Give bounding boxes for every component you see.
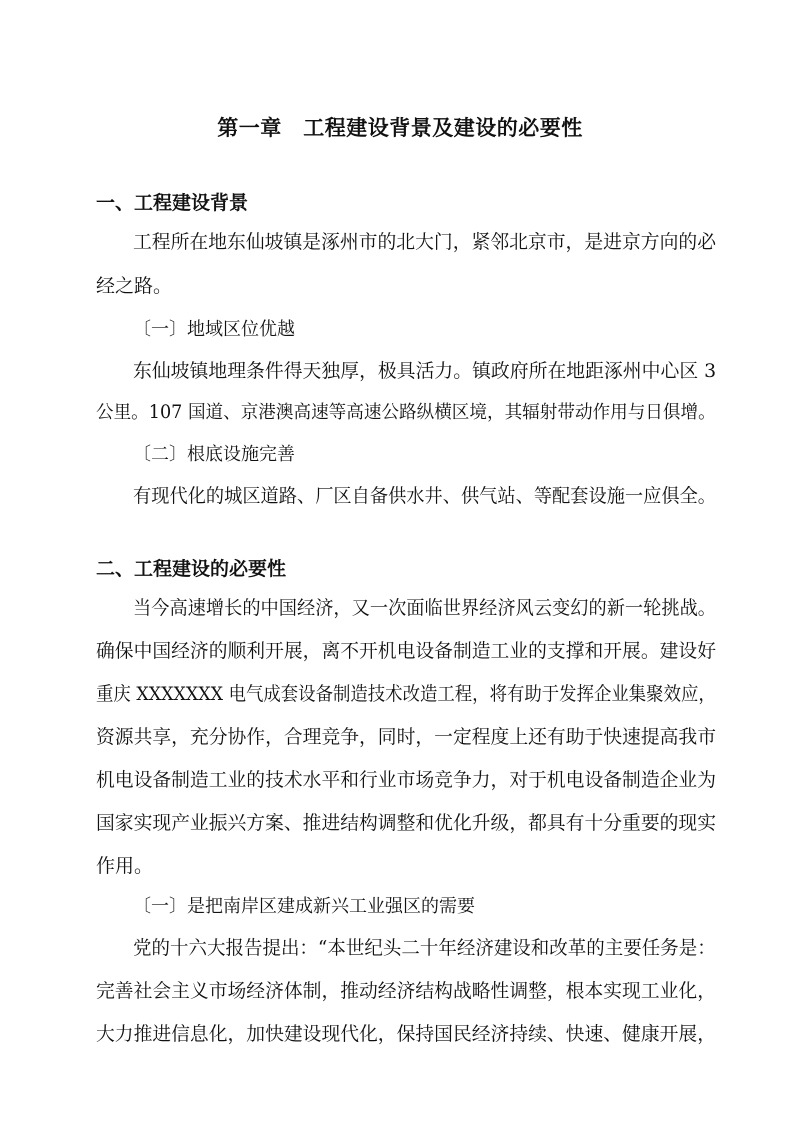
subsection-heading-location: 〔一〕地域区位优越	[133, 319, 295, 340]
paragraph-line: 资源共享，充分协作，合理竞争，同时，一定程度上还有助于快速提高我市	[96, 726, 716, 748]
paragraph-line: 工程所在地东仙坡镇是涿州市的北大门，紧邻北京市，是进京方向的必	[133, 231, 717, 253]
paragraph-line: 机电设备制造工业的技术水平和行业市场竞争力，对于机电设备制造企业为	[96, 769, 716, 791]
paragraph-line: 国家实现产业振兴方案、推进结构调整和优化升级，都具有十分重要的现实	[96, 812, 716, 834]
paragraph-line: 东仙坡镇地理条件得天独厚，极具活力。镇政府所在地距涿州中心区 3	[133, 360, 717, 382]
paragraph-line: 完善社会主义市场经济体制，推动经济结构战略性调整，根本实现工业化，	[96, 980, 716, 1002]
paragraph-line: 大力推进信息化，加快建设现代化，保持国民经济持续、快速、健康开展，	[96, 1023, 716, 1045]
section-heading-background: 一、工程建设背景	[96, 192, 249, 214]
paragraph-line: 公里。107 国道、京港澳高速等高速公路纵横区境，其辐射带动作用与日俱增。	[96, 402, 716, 423]
paragraph-line: 重庆 XXXXXXX 电气成套设备制造技术改造工程，将有助于发挥企业集聚效应，	[96, 683, 716, 705]
paragraph-line: 当今高速增长的中国经济，又一次面临世界经济风云变幻的新一轮挑战。	[133, 597, 717, 619]
paragraph-line: 经之路。	[96, 275, 173, 297]
paragraph-line: 作用。	[96, 855, 154, 877]
paragraph-line: 党的十六大报告提出：“本世纪头二十年经济建设和改革的主要任务是：	[133, 937, 716, 959]
subsection-heading-industrial-district: 〔一〕是把南岸区建成新兴工业强区的需要	[133, 896, 475, 917]
chapter-title: 第一章 工程建设背景及建设的必要性	[217, 115, 583, 140]
subsection-heading-infrastructure: 〔二〕根底设施完善	[133, 444, 295, 465]
section-heading-necessity: 二、工程建设的必要性	[96, 558, 287, 580]
paragraph-line: 确保中国经济的顺利开展，离不开机电设备制造工业的支撑和开展。建设好	[96, 640, 716, 662]
paragraph-line: 有现代化的城区道路、厂区自备供水井、供气站、等配套设施一应俱全。	[133, 485, 717, 507]
